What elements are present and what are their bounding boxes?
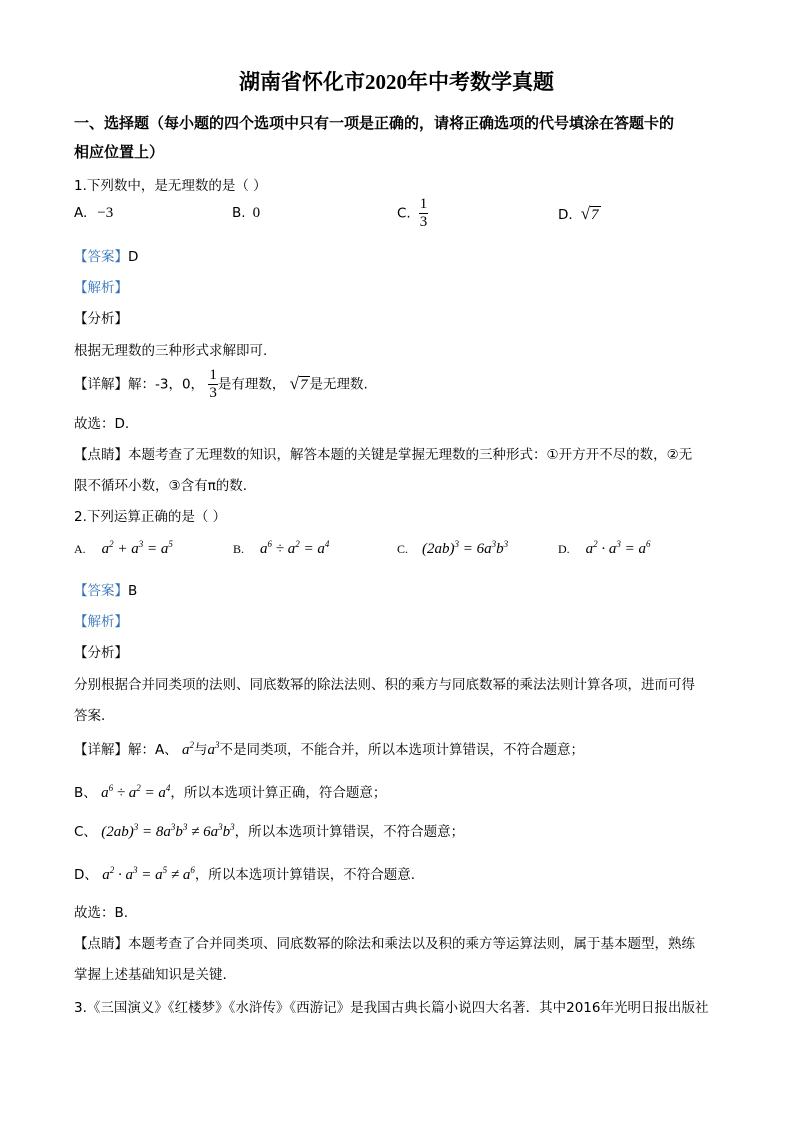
q2-detail-c: C、 $(2ab)^3 = 8a^3b^3 \ne 6a^3b^3$，所以本选项计算错误，不符合题意；: [74, 822, 465, 840]
q2-answer: 【答案】B: [74, 583, 138, 599]
q2-option-d: D. $a^2 \cdot a^3 = a^6$: [558, 539, 651, 557]
q2-choose: 故选：B.: [74, 905, 129, 921]
q2-option-c: C. $(2ab)^3 = 6a^3b^3$: [397, 539, 509, 557]
q1-stem: 1.下列数中，是无理数的是（ ）: [74, 178, 267, 194]
section-heading-line2: 相应位置上）: [74, 143, 165, 161]
q2-stem: 2.下列运算正确的是（ ）: [74, 509, 227, 525]
q1-fenxi-text: 根据无理数的三种形式求解即可.: [74, 343, 268, 359]
q1-dianjing-line1: 【点睛】本题考查了无理数的知识，解答本题的关键是掌握无理数的三种形式：①开方开不尽的数，②无: [74, 447, 693, 463]
q1-dianjing-line2: 限不循环小数，③含有π的数.: [74, 478, 248, 494]
q2-jiexi-tag: 【解析】: [74, 614, 128, 630]
sqrt-seven: √7: [580, 204, 599, 223]
q2-detail-a: 【详解】解：A、 $a^2$与$a^3$不是同类项，不能合并，所以本选项计算错误，不符合题意；: [74, 740, 585, 758]
q2-fenxi-line1: 分别根据合并同类项的法则、同底数幂的除法法则、积的乘方与同底数幂的乘法法则计算各项，进而可得: [74, 677, 695, 693]
section-heading-line1: 一、选择题（每小题的四个选项中只有一项是正确的，请将正确选项的代号填涂在答题卡的: [74, 114, 675, 132]
q1-fenxi-tag: 【分析】: [74, 311, 128, 327]
q1-option-d: D. √7: [558, 204, 599, 223]
q3-stem: 3.《三国演义》《红楼梦》《水浒传》《西游记》是我国古典长篇小说四大名著．其中2016年光明日报出版社: [74, 1000, 709, 1016]
q2-dianjing-line2: 掌握上述基础知识是关键.: [74, 967, 227, 983]
q1-answer: 【答案】D: [74, 249, 139, 265]
q2-detail-b: B、 $a^6 \div a^2 = a^4$，所以本选项计算正确，符合题意；: [74, 783, 387, 801]
q1-option-b: B. 0: [232, 205, 261, 221]
fraction-one-third: $\frac{1}{3}$: [419, 196, 428, 230]
q1-option-c: C. $\frac{1}{3}$: [397, 196, 428, 230]
q2-option-a: A. $a^2 + a^3 = a^5$: [74, 539, 173, 557]
q1-jiexi-tag: 【解析】: [74, 280, 128, 296]
page-title: 湖南省怀化市2020年中考数学真题: [239, 70, 554, 94]
q1-detail: 【详解】解：-3，0， $\frac{1}{3}$ 是有理数， √7 是无理数.: [74, 367, 368, 401]
q2-fenxi-line2: 答案.: [74, 708, 106, 724]
q2-option-b: B. $a^6 \div a^2 = a^4$: [233, 539, 330, 557]
q2-detail-d: D、 $a^2 \cdot a^3 = a^5 \ne a^6$，所以本选项计算错误，不符合题意.: [74, 865, 416, 883]
q1-option-a: A. −3: [74, 205, 114, 221]
q2-dianjing-line1: 【点睛】本题考查了合并同类项、同底数幂的除法和乘法以及积的乘方等运算法则，属于基本题型，熟练: [74, 936, 695, 952]
q2-fenxi-tag: 【分析】: [74, 645, 128, 661]
q1-choose: 故选：D.: [74, 416, 130, 432]
